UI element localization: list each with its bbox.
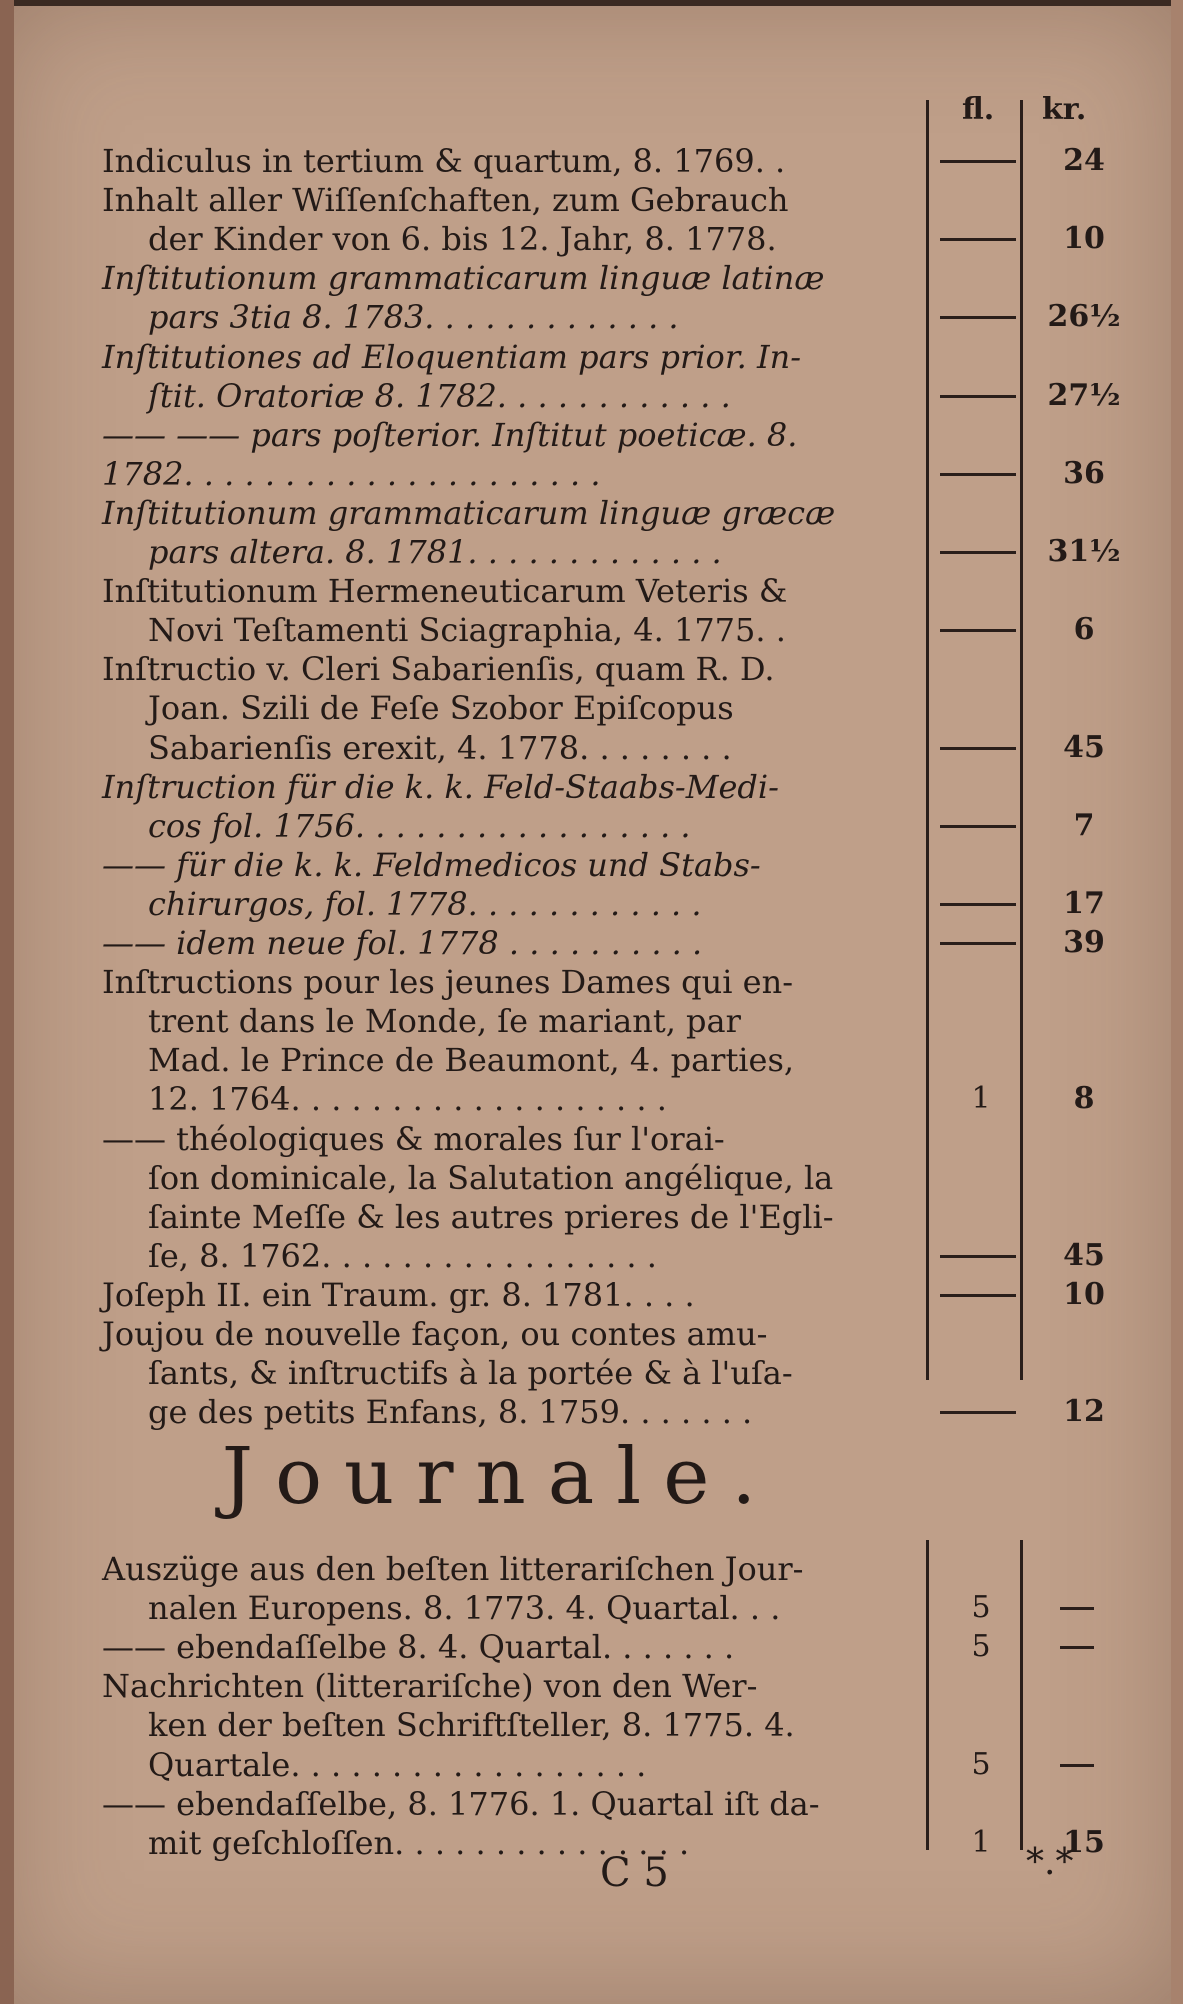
price-kr-dash	[1060, 1607, 1094, 1610]
entry-text: nalen Europens. 8. 1773. 4. Quartal. . .	[148, 1589, 781, 1628]
price-kr-dash	[1060, 1764, 1094, 1767]
entry-text: Inſtitutionum Hermeneuticarum Veteris &	[102, 572, 788, 611]
entry-text: pars 3tia 8. 1783. . . . . . . . . . . . .	[148, 298, 679, 337]
entry-text: Mad. le Prince de Beaumont, 4. parties,	[148, 1041, 795, 1080]
entry-text: Indiculus in tertium & quartum, 8. 1769. .	[102, 142, 786, 180]
price-fl-dash	[940, 160, 1016, 163]
entry-text: pars altera. 8. 1781. . . . . . . . . . . . .	[148, 533, 722, 571]
entry-text: Quartale. . . . . . . . . . . . . . . . . .	[148, 1745, 647, 1784]
entry-text: —— —— pars poſterior. Inſtitut poeticæ. 8.	[102, 415, 798, 454]
price-kr: 10	[1063, 1276, 1105, 1312]
entry-text: Novi Teſtamenti Sciagraphia, 4. 1775. .	[148, 611, 786, 650]
entry-text: Inſtitutionum grammaticarum linguæ latinæ	[102, 259, 825, 298]
entry-line	[0, 1389, 1183, 1435]
entry-line	[0, 1820, 1183, 1866]
price-fl-dash	[940, 629, 1016, 632]
entry-text: Joujou de nouvelle façon, ou contes amu-	[102, 1315, 768, 1353]
column-header-fl: fl.	[962, 92, 995, 127]
price-fl: 1	[971, 1824, 991, 1860]
entry-text: Auszüge aus den beſten litterariſchen Jour-	[102, 1550, 804, 1588]
price-kr: 36	[1063, 455, 1105, 491]
price-fl-dash	[940, 1411, 1016, 1414]
price-kr: 8	[1073, 1081, 1095, 1117]
entry-text: 12. 1764. . . . . . . . . . . . . . . . . . .	[148, 1080, 667, 1119]
price-fl: 5	[971, 1590, 991, 1626]
entry-text: ſon dominicale, la Salutation angélique, la	[148, 1158, 834, 1197]
entry-text: Joſeph II. ein Traum. gr. 8. 1781. . . .	[102, 1275, 695, 1314]
price-fl-dash	[940, 942, 1016, 945]
price-kr: 31½	[1047, 534, 1121, 569]
entry-text: ge des petits Enfans, 8. 1759. . . . . . .	[148, 1393, 753, 1432]
entry-text: 1782. . . . . . . . . . . . . . . . . . . . .	[102, 454, 601, 493]
price-fl-dash	[940, 395, 1016, 398]
price-kr: 45	[1063, 729, 1105, 765]
entry-text: trent dans le Monde, ſe mariant, par	[148, 1002, 741, 1041]
price-kr: 24	[1063, 143, 1105, 178]
entry-text: ken der beſten Schriftſteller, 8. 1775. 4.	[148, 1706, 795, 1745]
price-fl-dash	[940, 316, 1016, 319]
entry-text: Inſtructio v. Cleri Sabarienſis, quam R. D.	[102, 650, 775, 689]
price-kr: 15	[1063, 1824, 1105, 1860]
entry-text: chirurgos, fol. 1778. . . . . . . . . . . .	[148, 884, 702, 923]
entry-text: —— idem neue fol. 1778 . . . . . . . . . .	[102, 924, 703, 962]
price-kr: 6	[1073, 612, 1095, 648]
price-fl-dash	[940, 903, 1016, 906]
entry-text: Inſtruction für die k. k. Feld-Staabs-Medi-	[102, 767, 779, 806]
entry-text: —— théologiques & morales ſur l'orai-	[102, 1119, 725, 1158]
price-kr: 12	[1063, 1394, 1105, 1430]
signature-mark: C 5	[600, 1850, 669, 1896]
price-kr-dash	[1060, 1646, 1094, 1649]
entry-text: Inhalt aller Wiſſenſchaften, zum Gebrauch	[102, 181, 789, 220]
entry-text: mit geſchloſſen. . . . . . . . . . . . . . .	[148, 1823, 690, 1862]
price-fl: 5	[971, 1746, 991, 1782]
entry-text: ſe, 8. 1762. . . . . . . . . . . . . . . . .	[148, 1236, 657, 1275]
price-fl-dash	[940, 238, 1016, 241]
entry-text: ſants, & inſtructifs à la portée & à l'uſa-	[148, 1354, 793, 1393]
entry-text: Inſtitutionum grammaticarum linguæ græcæ	[102, 493, 836, 532]
entry-text: —— für die k. k. Feldmedicos und Stabs-	[102, 845, 761, 884]
entry-text: —— ebendaſſelbe 8. 4. Quartal. . . . . . .	[102, 1628, 735, 1667]
entry-text: ſtit. Oratoriæ 8. 1782. . . . . . . . . . . .	[148, 376, 731, 415]
stars-mark: *.*	[1026, 1842, 1074, 1883]
price-fl-dash	[940, 1294, 1016, 1297]
entry-text: der Kinder von 6. bis 12. Jahr, 8. 1778.	[148, 220, 777, 259]
price-fl-dash	[940, 825, 1016, 828]
entry-text: Sabarienſis erexit, 4. 1778. . . . . . . .	[148, 728, 732, 767]
price-kr: 10	[1063, 221, 1105, 257]
entry-text: Inſtitutiones ad Eloquentiam pars prior. In-	[102, 337, 801, 376]
page-top-edge	[0, 0, 1183, 6]
entry-text: cos fol. 1756. . . . . . . . . . . . . . . . .	[148, 806, 691, 845]
column-header-kr: kr.	[1042, 92, 1087, 127]
price-kr: 26½	[1047, 299, 1121, 335]
price-fl-dash	[940, 551, 1016, 554]
entry-text: —— ebendaſſelbe, 8. 1776. 1. Quartal iſt da-	[102, 1784, 820, 1823]
price-kr: 45	[1063, 1237, 1105, 1273]
price-fl: 5	[971, 1629, 991, 1665]
section-title: Journale.	[221, 1432, 779, 1522]
entry-text: Inſtructions pour les jeunes Dames qui en-	[102, 963, 794, 1002]
entry-text: Nachrichten (litterariſche) von den Wer-	[102, 1667, 758, 1706]
price-kr: 39	[1063, 925, 1105, 960]
price-kr: 17	[1063, 885, 1105, 921]
price-kr: 27½	[1047, 377, 1121, 413]
price-fl-dash	[940, 747, 1016, 750]
price-fl-dash	[940, 1255, 1016, 1258]
entry-text: Joan. Szili de Feſe Szobor Epiſcopus	[148, 689, 734, 728]
entry-text: ſainte Meſſe & les autres prieres de l'Egli-	[148, 1197, 834, 1236]
price-fl-dash	[940, 473, 1016, 476]
price-kr: 7	[1073, 807, 1095, 843]
price-fl: 1	[971, 1081, 991, 1117]
